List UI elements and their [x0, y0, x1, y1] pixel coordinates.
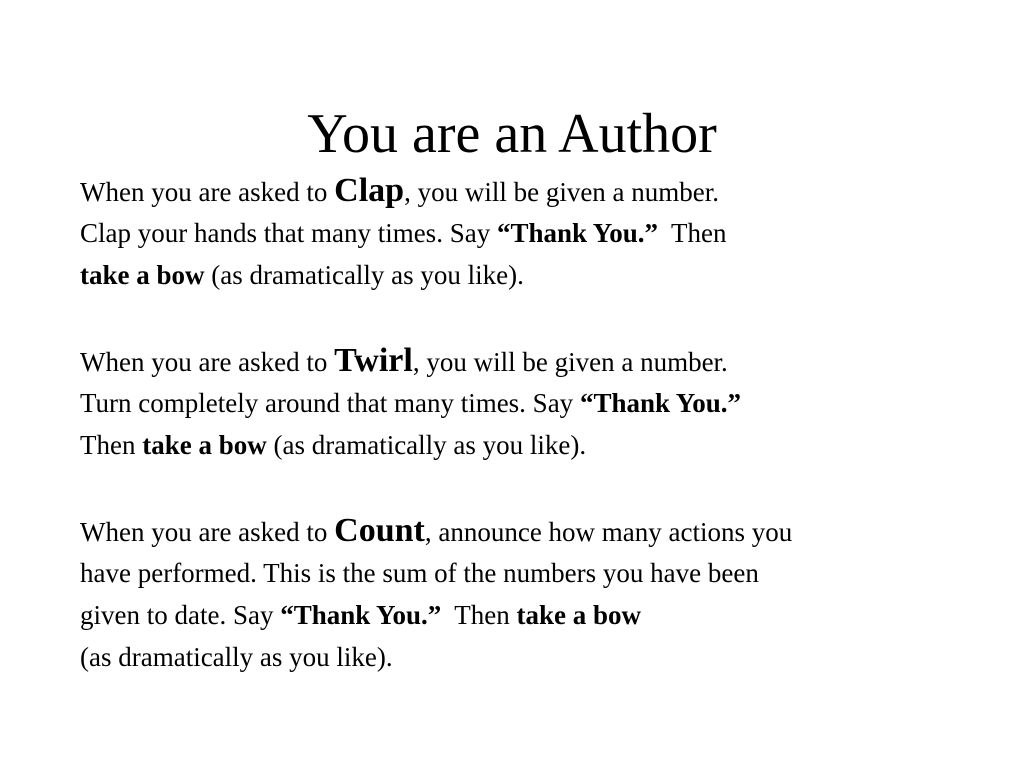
twirl-text: Turn completely around that many times. Say: [80, 388, 580, 418]
count-paragraph: [80, 510, 1000, 678]
twirl-paragraph: [80, 340, 1000, 466]
take-a-bow-phrase: take a bow: [516, 600, 642, 630]
slide-body: [80, 170, 1000, 678]
count-line-4: (as dramatically as you like).: [80, 642, 393, 672]
count-text: When you are asked to: [80, 517, 335, 547]
clap-line-2: [80, 212, 1000, 254]
twirl-text: , you will be given a number.: [412, 347, 728, 377]
twirl-text: Then: [80, 430, 143, 460]
count-line-2: have performed. This is the sum of the numbers you have been: [80, 558, 759, 588]
twirl-line-3: [80, 424, 1000, 466]
twirl-line-2: [80, 382, 1000, 424]
count-text: given to date. Say: [80, 600, 281, 630]
thank-you-phrase: “Thank You.”: [280, 600, 442, 630]
thank-you-phrase: “Thank You.”: [496, 218, 659, 248]
twirl-text: (as dramatically as you like).: [266, 430, 587, 460]
twirl-keyword: Twirl: [334, 342, 413, 379]
clap-text: Clap your hands that many times. Say: [80, 218, 497, 248]
take-a-bow-phrase: take a bow: [142, 430, 267, 460]
paragraph-gap: [80, 296, 1000, 340]
clap-text: When you are asked to: [80, 177, 335, 207]
clap-text: , you will be given a number.: [404, 177, 720, 207]
clap-text: (as dramatically as you like).: [204, 260, 524, 290]
count-text: Then: [441, 600, 517, 630]
paragraph-gap: [80, 466, 1000, 510]
count-text: , announce how many actions you: [424, 517, 793, 547]
clap-paragraph: [80, 170, 1000, 296]
clap-line-3: [80, 254, 1000, 296]
twirl-line-1: [80, 340, 1000, 382]
thank-you-phrase: “Thank You.”: [579, 388, 742, 418]
twirl-text: When you are asked to: [80, 347, 335, 377]
take-a-bow-phrase: take a bow: [80, 260, 205, 290]
clap-text: Then: [658, 218, 727, 248]
count-line-1: [80, 510, 1000, 552]
slide-title: You are an Author: [307, 103, 717, 165]
count-keyword: Count: [334, 512, 425, 549]
count-line-3: [80, 594, 1000, 636]
clap-keyword: Clap: [334, 172, 405, 209]
clap-line-1: [80, 170, 1000, 212]
